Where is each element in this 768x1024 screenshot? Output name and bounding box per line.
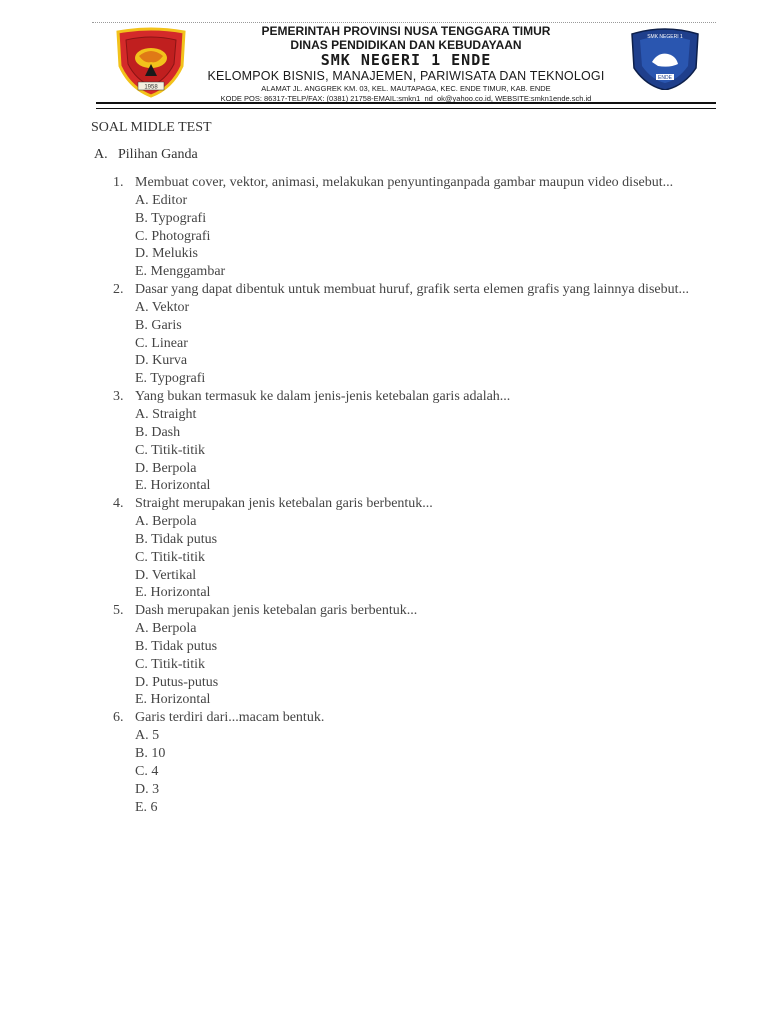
question-item bbox=[113, 174, 693, 281]
question-text: Membuat cover, vektor, animasi, melakukan penyuntinganpada gambar maupun video disebut... bbox=[135, 175, 674, 190]
question-text: Garis terdiri dari...macam bentuk. bbox=[135, 710, 325, 726]
answer-option: D. Melukis bbox=[135, 246, 198, 262]
answer-option: A. Berpola bbox=[135, 514, 197, 530]
answer-option: D. 3 bbox=[135, 781, 160, 797]
province-emblem-year: 1958 bbox=[144, 84, 158, 91]
answer-option: C. 4 bbox=[135, 763, 159, 779]
answer-option: B. 10 bbox=[135, 746, 166, 761]
question-text: Straight merupakan jenis ketebalan garis berbentuk... bbox=[135, 496, 433, 512]
letterhead-divider bbox=[96, 102, 716, 109]
question-number: 1. bbox=[113, 175, 124, 190]
question-list bbox=[113, 174, 693, 816]
answer-option: C. Titik-titik bbox=[135, 442, 206, 458]
header-dotted-border bbox=[92, 22, 716, 23]
answer-option: B. Tidak putus bbox=[135, 638, 218, 654]
answer-option: C. Titik-titik bbox=[135, 549, 206, 565]
question-item bbox=[113, 709, 693, 816]
answer-option: C. Linear bbox=[135, 335, 188, 351]
question-number: 6. bbox=[113, 710, 124, 726]
answer-option: B. Tidak putus bbox=[135, 531, 218, 547]
question-text: Yang bukan termasuk ke dalam jenis-jenis ketebalan garis adalah... bbox=[135, 389, 511, 405]
answer-option: B. Garis bbox=[135, 317, 182, 333]
province-emblem-icon bbox=[112, 26, 190, 98]
answer-option: A. Editor bbox=[135, 192, 188, 208]
answer-option: E. Menggambar bbox=[135, 264, 226, 280]
question-text: Dash merupakan jenis ketebalan garis berbentuk... bbox=[135, 603, 418, 619]
answer-option: E. Horizontal bbox=[135, 478, 211, 494]
answer-option: A. 5 bbox=[135, 728, 160, 744]
letterhead-department: DINAS PENDIDIKAN DAN KEBUDAYAAN bbox=[290, 38, 522, 52]
question-number: 4. bbox=[113, 496, 124, 512]
answer-option: C. Titik-titik bbox=[135, 656, 206, 672]
section-title: Pilihan Ganda bbox=[118, 147, 198, 162]
letterhead-text bbox=[196, 24, 616, 104]
question-text: Dasar yang dapat dibentuk untuk membuat huruf, grafik serta elemen grafis yang lainnya disebut... bbox=[135, 282, 689, 298]
letterhead bbox=[96, 24, 716, 104]
question-item bbox=[113, 281, 693, 388]
school-emblem-icon bbox=[628, 24, 702, 90]
section-heading bbox=[94, 147, 198, 163]
answer-option: D. Kurva bbox=[135, 353, 188, 369]
section-letter: A. bbox=[94, 147, 108, 162]
answer-option: D. Berpola bbox=[135, 460, 197, 476]
answer-option: D. Putus-putus bbox=[135, 674, 219, 690]
school-emblem-label: ENDE bbox=[658, 75, 672, 81]
answer-option: C. Photografi bbox=[135, 228, 211, 244]
letterhead-province: PEMERINTAH PROVINSI NUSA TENGGARA TIMUR bbox=[261, 24, 551, 38]
letterhead-program-group: KELOMPOK BISNIS, MANAJEMEN, PARIWISATA DAN TEKNOLOGI bbox=[207, 69, 605, 83]
answer-option: A. Straight bbox=[135, 406, 197, 422]
question-number: 3. bbox=[113, 389, 124, 405]
school-emblem-caption: SMK NEGERI 1 bbox=[647, 34, 683, 40]
letterhead-address: ALAMAT JL. ANGGREK KM. 03, KEL. MAUTAPAGA, KEC. ENDE TIMUR, KAB. ENDE bbox=[261, 84, 551, 93]
letterhead-school-name: SMK NEGERI 1 ENDE bbox=[320, 51, 492, 69]
question-item bbox=[113, 602, 693, 709]
answer-option: D. Vertikal bbox=[135, 567, 197, 583]
document-title: SOAL MIDLE TEST bbox=[91, 120, 212, 135]
question-item bbox=[113, 495, 693, 602]
question-item bbox=[113, 388, 693, 495]
letterhead-contact: KODE POS: 86317-TELP/FAX: (0381) 21758-EMAIL:smkn1_nd_ok@yahoo.co.id, WEBSITE:smkn1ende.sch.id bbox=[220, 94, 592, 103]
question-number: 5. bbox=[113, 603, 124, 619]
question-number: 2. bbox=[113, 282, 124, 298]
answer-option: E. 6 bbox=[135, 799, 158, 815]
answer-option: A. Berpola bbox=[135, 621, 197, 637]
answer-option: E. Horizontal bbox=[135, 585, 211, 601]
answer-option: A. Vektor bbox=[135, 299, 190, 315]
answer-option: E. Horizontal bbox=[135, 692, 211, 708]
answer-option: E. Typografi bbox=[135, 371, 206, 387]
answer-option: B. Dash bbox=[135, 424, 181, 440]
answer-option: B. Typografi bbox=[135, 210, 207, 226]
